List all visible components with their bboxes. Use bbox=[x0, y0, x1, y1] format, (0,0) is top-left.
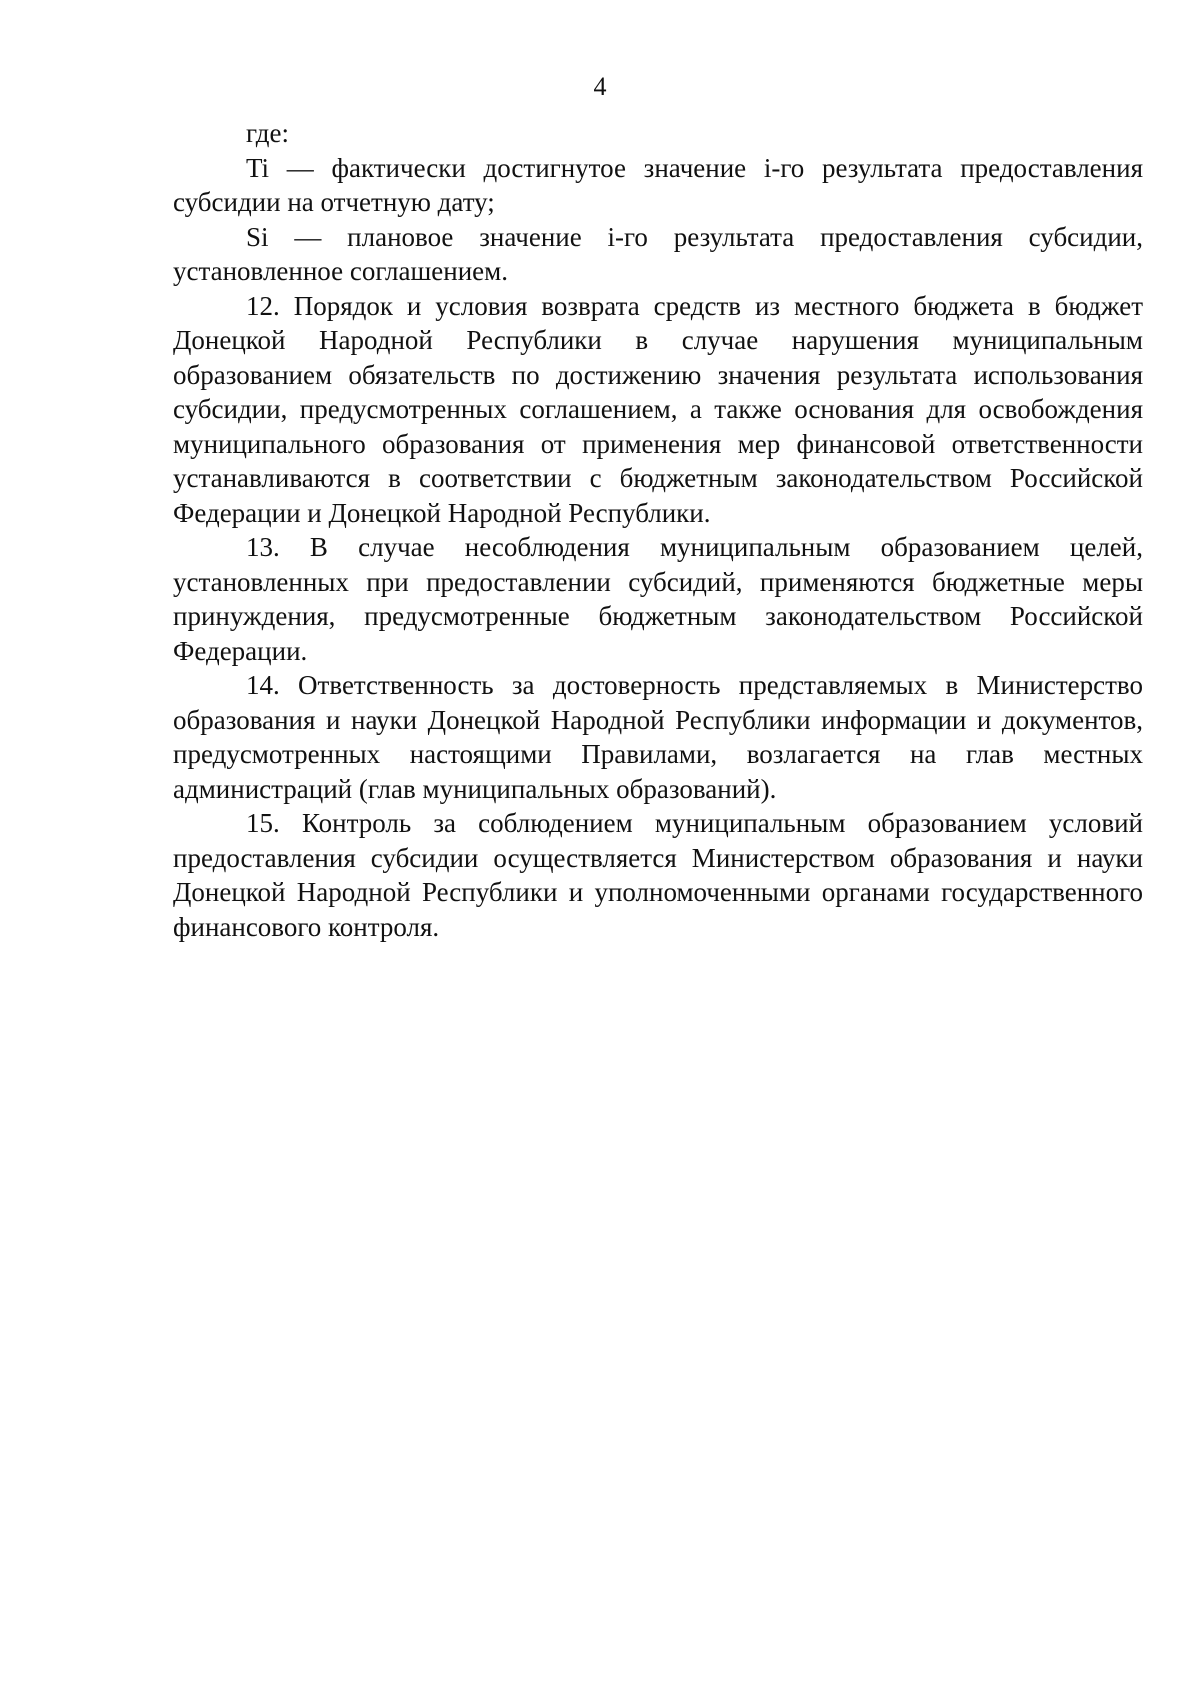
paragraph-13: 13. В случае несоблюдения муниципальным образованием целей, установленных при предоставлении субсидий, применяются бюджетные меры принуждения, предусмотренные бюджетным законодательством Российской Федерации. bbox=[173, 532, 1143, 666]
paragraph-si-definition: Si — плановое значение i-го результата предоставления субсидии, установленное соглашением. bbox=[173, 221, 1143, 286]
paragraph-14: 14. Ответственность за достоверность представляемых в Министерство образования и науки Донецкой Народной Республики информации и документов, предусмотренных настоящими Правилами, возлагается на глав местных администраций (глав муниципальных образований). bbox=[173, 670, 1143, 804]
page-number: 4 bbox=[593, 72, 607, 101]
paragraph-where: где: bbox=[246, 118, 289, 148]
paragraph-12: 12. Порядок и условия возврата средств из местного бюджета в бюджет Донецкой Народной Республики в случае нарушения муниципальным образованием обязательств по достижению значения результата использования субсидии, предусмотренных соглашением, а также основания для освобождения муниципального образования от применения мер финансовой ответственности устанавливаются в соответствии с бюджетным законодательством Российской Федерации и Донецкой Народной Республики. bbox=[173, 290, 1143, 528]
paragraph-ti-definition: Ti — фактически достигнутое значение i-го результата предоставления субсидии на отчетную дату; bbox=[173, 152, 1143, 217]
document-body bbox=[173, 116, 1143, 944]
paragraph-15: 15. Контроль за соблюдением муниципальным образованием условий предоставления субсидии осуществляется Министерством образования и науки Донецкой Народной Республики и уполномоченными органами государственного финансового контроля. bbox=[173, 808, 1143, 942]
